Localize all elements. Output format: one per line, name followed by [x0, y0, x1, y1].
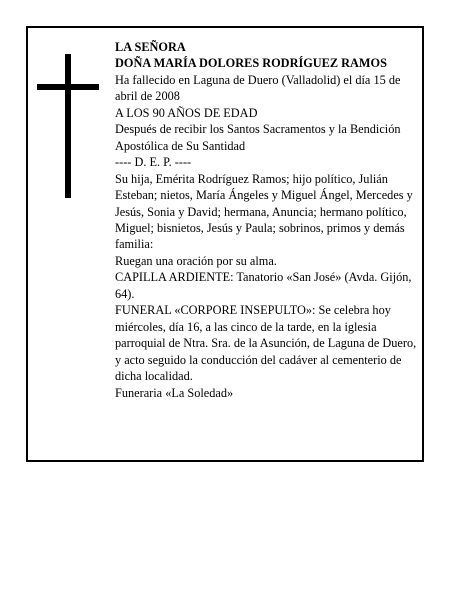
chapel-info: CAPILLA ARDIENTE: Tanatorio «San José» (Avda. Gijón, 64). — [115, 270, 412, 301]
prayer-request: Ruegan una oración por su alma. — [115, 253, 277, 268]
death-statement: Ha fallecido en Laguna de Duero (Valladolid) el día 15 de abril de 2008 — [115, 72, 401, 104]
title-line: LA SEÑORA — [115, 40, 186, 54]
cross-icon — [37, 54, 99, 198]
obituary-text — [115, 39, 423, 401]
funeral-info: FUNERAL «CORPORE INSEPULTO»: Se celebra hoy miércoles, día 16, a las cinco de la tarde, en la iglesia parroquial de Ntra. Sra. de la Asunción, de Laguna de Duero, y acto seguido la conducción del cadáver al cementerio de dicha localidad. — [115, 303, 417, 384]
family-list: Su hija, Emérita Rodríguez Ramos; hijo político, Julián Esteban; nietos, María Ángeles y Miguel Ángel, Mercedes y Jesús, Sonia y David; hermana, Anuncia; hermano político, Miguel; bisnietos, Jesús y Paula; sobrinos, primos y demás familia: — [115, 171, 413, 252]
sacraments-line: Después de recibir los Santos Sacramentos y la Bendición Apostólica de Su Santidad — [115, 122, 401, 153]
cross-horizontal-bar — [37, 84, 99, 90]
age-line: A LOS 90 AÑOS DE EDAD — [115, 105, 258, 120]
funeral-home: Funeraria «La Soledad» — [115, 385, 234, 400]
cross-vertical-bar — [65, 54, 71, 198]
deceased-name: DOÑA MARÍA DOLORES RODRÍGUEZ RAMOS — [115, 56, 387, 71]
rip-line: ---- D. E. P. ---- — [115, 155, 192, 170]
